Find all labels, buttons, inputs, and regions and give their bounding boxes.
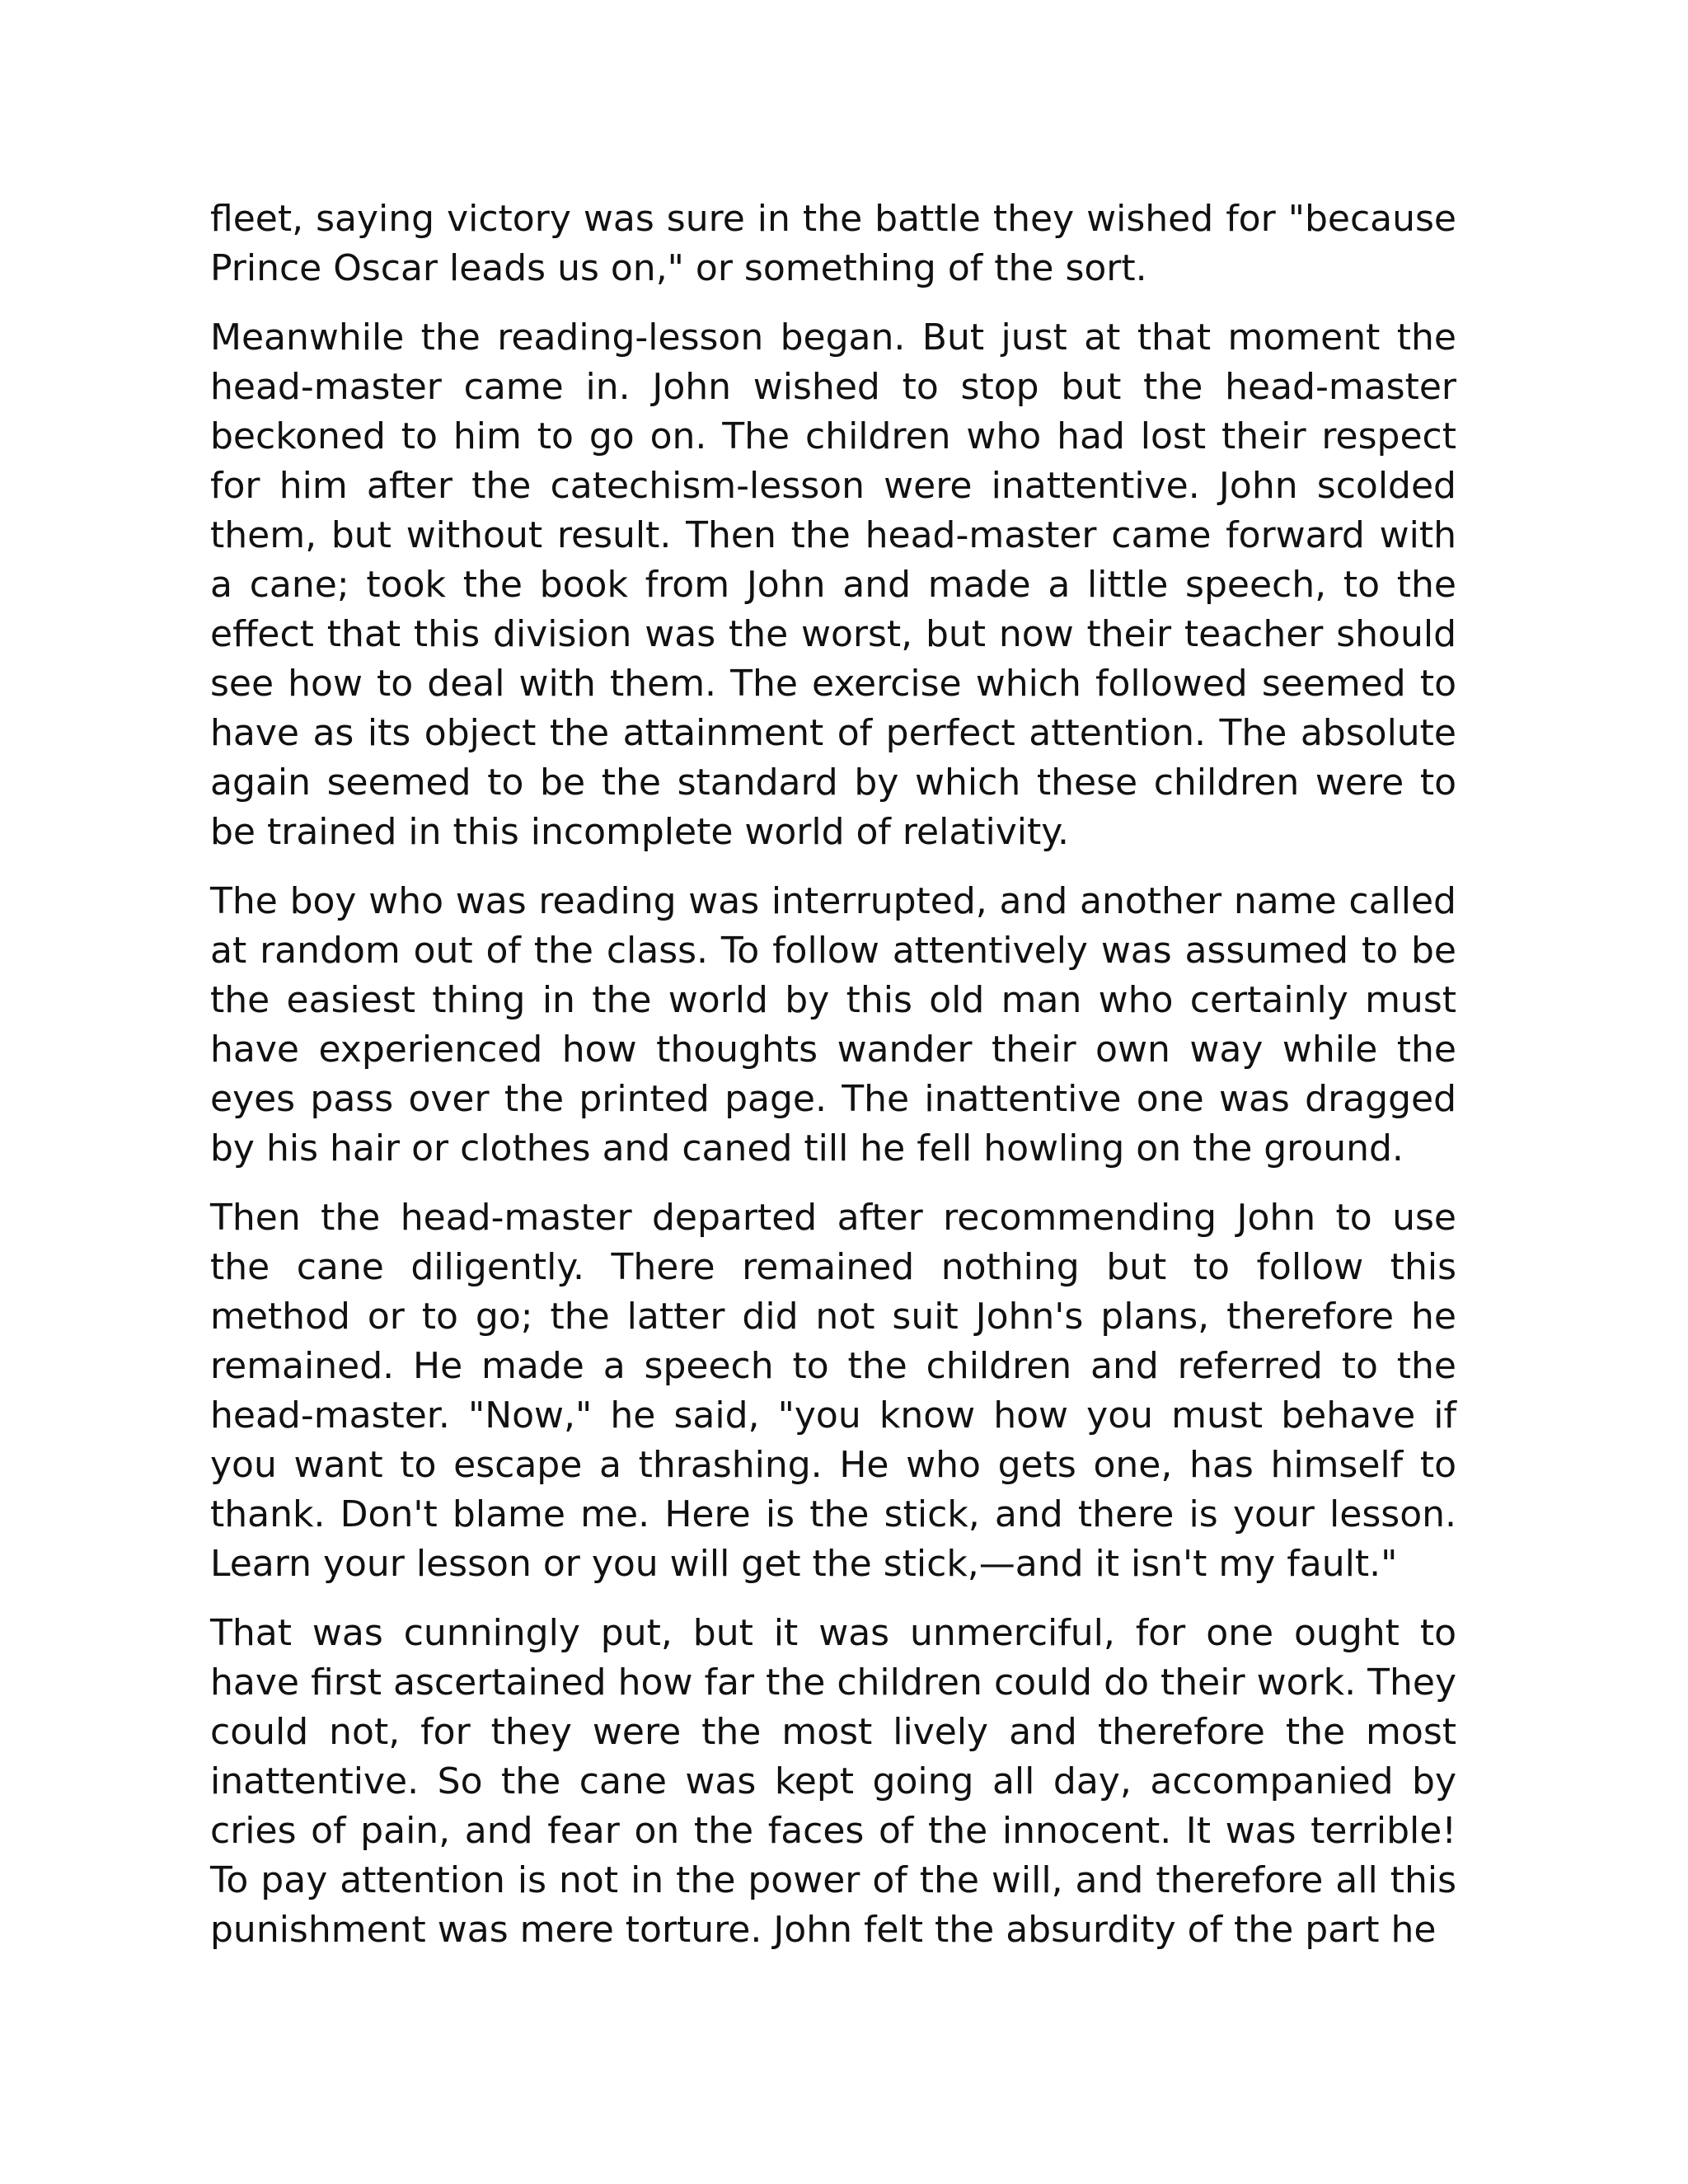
paragraph: Then the head-master departed after recommending John to use the cane diligently. There remained nothing but to follow this method or to go; the latter did not suit John's plans, therefore he remained. He made a speech to the children and referred to the head-master. "Now," he said, "you know how you must behave if you want to escape a thrashing. He who gets one, has himself to thank. Don't blame me. Here is the stick, and there is your lesson. Learn your lesson or you will get the stick,—and it isn't my fault." [210, 1197, 1456, 1585]
document-page [210, 194, 1456, 1975]
paragraph: That was cunningly put, but it was unmerciful, for one ought to have first ascertained how far the children could do their work. They could not, for they were the most lively and therefore the most inattentive. So the cane was kept going all day, accompanied by cries of pain, and fear on the faces of the innocent. It was terrible! To pay attention is not in the power of the will, and therefore all this punishment was mere torture. John felt the absurdity of the part he [210, 1612, 1456, 1951]
paragraph: Meanwhile the reading-lesson began. But just at that moment the head-master came in. John wished to stop but the head-master beckoned to him to go on. The children who had lost their respect for him after the catechism-lesson were inattentive. John scolded them, but without result. Then the head-master came forward with a cane; took the book from John and made a little speech, to the effect that this division was the worst, but now their teacher should see how to deal with them. The exercise which followed seemed to have as its object the attainment of perfect attention. The absolute again seemed to be the standard by which these children were to be trained in this incomplete world of relativity. [210, 316, 1456, 853]
paragraph: The boy who was reading was interrupted, and another name called at random out of the class. To follow attentively was assumed to be the easiest thing in the world by this old man who certainly must have experienced how thoughts wander their own way while the eyes pass over the printed page. The inattentive one was dragged by his hair or clothes and caned till he fell howling on the ground. [210, 880, 1456, 1169]
paragraph: fleet, saying victory was sure in the battle they wished for "because Prince Oscar leads us on," or something of the sort. [210, 198, 1456, 289]
